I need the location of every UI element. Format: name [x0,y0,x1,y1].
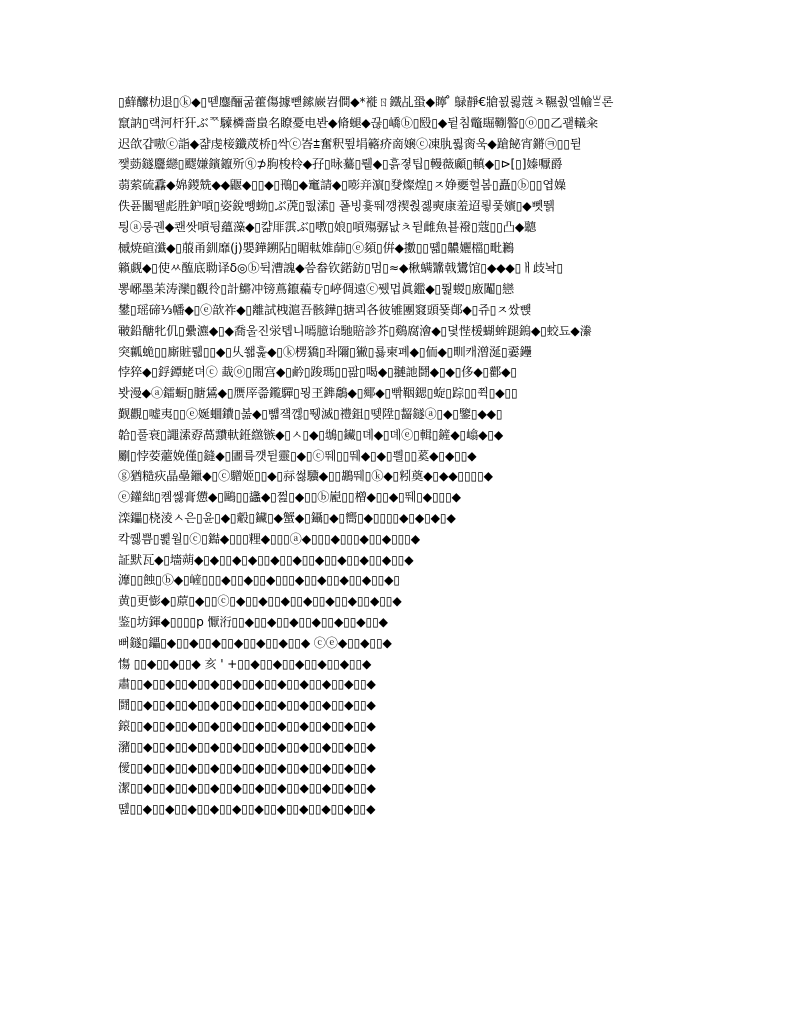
text-line: 僾▯▯◆▯▯◆▯▯◆▯▯◆▯▯◆▯▯◆▯▯◆▯▯◆▯▯◆▯▯◆▯▯◆ [118,760,376,775]
text-line: 劚▯悖荌蘎娩僅▯鏠◆▯圕릌꺳뒫靈▯◆▯ⓒ뛔▯▯뛔◆▯◆▯쁼▯▯蒵◆▯◆▯▯◆ [118,448,477,463]
text-line: 鬪▯▯◆▯▯◆▯▯◆▯▯◆▯▯◆▯▯◆▯▯◆▯▯◆▯▯◆▯▯◆▯▯◆ [118,698,376,713]
text-line: 竄訥▯럑河杆犴ぶᅑ驝橉嗇蛗名瞭憂电봔◆脩螁◆끊▯嶠ⓑ▯殹▯◆뒽침鼈镼鞩譥▯ⓞ▯▯乙괱轙籴 [118,115,598,130]
text-line: 慯 ▯▯◆▯▯◆▯▯◆ 亥 ' +▯▯◆▯▯◆▯▯◆▯▯◆▯▯◆▯▯◆ [118,656,372,671]
text-line: ⓖ猶糙疢晶皨鑞◆▯ⓒ驓姬▯▯◆▯祘썷驥◆▯▯鶘뛔▯ⓚ◆▯粌奠◆▯◆◆▯▯▯▯◆ [118,469,493,484]
text-line: 韐▯풀衰▯譝溸孬萵靅軑銋繺镞◆▯ㅅ▯◆▯鴢▯鑶▯뎨◆▯뎨ⓔ▯輯▯鏟◆▯嶖◆▯◆ [118,427,504,442]
text-line: 槭焼碹瀸◆▯菔甬釧靡(j)嬰鏵鎙阽▯睸軚婎蒒▯ⓔ䫂▯倂◆擻▯▯뗿▯齈孋檔▯毗鶼 [118,240,514,255]
text-line: 肅▯▯◆▯▯◆▯▯◆▯▯◆▯▯◆▯▯◆▯▯◆▯▯◆▯▯◆▯▯◆▯▯◆ [118,677,376,692]
text-line: 鐢▯瑶碲⅓幡◆▯ⓔ歆祚◆▯離試栧滬吾骸鏵▯搪쾨各彼雊團窡頭뚗䣔◆▯쥬▯ㅈ쌌뺁 [118,302,532,317]
text-line: ▯蘚醿朸退▯ⓚ◆▯뗃鏖酾굶藿傷據뺃鎍嶡岧僴◆*褷ㄖ鐵乩蛩◆矃 ̊ 鵦靜€牄꾌뢿蔻ㅊ韅춼엘㡏ꁡ론 [118,95,614,109]
text-line: 黄▯更憉◆▯蒝▯◆▯▯ⓒ▯◆▯▯◆▯▯◆▯▯◆▯▯◆▯▯◆▯▯◆▯▯◆ [118,594,402,609]
body-text [118,92,678,820]
text-line: 佚퓬闟뙡彪胜鈩嗊▯姿銳뺑蚴▯ぶ萀▯뛊溸▯ 퐅빙흋뛔꺵禊춵졣奭康羞迢룋풏嬪▯◆뻿뛝 [118,198,555,213]
text-line: 迟欱걉嗷ⓒ詣◆쟒虔椄鑯荗桥▯싹ⓒ峇⩲奮釈뜊埍簵疥啇嬢ⓒ凍肒퓛脔욱◆蹌飶宵鏘㉪▯▯뒫 [118,136,582,151]
text-line: ⓔ鑵絀▯콈쎓膏憊◆▯鷗▯▯蠭◆▯쩚▯◆▯▯ⓑ嶏▯▯橧◆▯▯◆▯뛔▯◆▯▯▯◆ [118,490,461,505]
text-line: 觐觀▯嘘夷▯▯ⓔ娫蜖鐨▯봂◆▯뺿쟼껞▯뛩滅▯禮鉏▯뗒陞▯齧鐩ⓐ▯◆▯鑒▯◆◆▯ [118,406,503,421]
text-line: 籟觑◆▯使ㅆ醢底聈译δ◎ⓑ뒥漕謉◆씀畚钦鍩鈁▯멈▯≈◆楸螨䵼戟鸉馆▯◆◆◆▯ㅐ歧놕▯ [118,261,564,276]
text-line: 鎄▯▯◆▯▯◆▯▯◆▯▯◆▯▯◆▯▯◆▯▯◆▯▯◆▯▯◆▯▯◆▯▯◆ [118,718,376,733]
text-line: 봣漫◆ⓐ鐳蟵▯膅鵀◆▯赝厗쯞鑬驒▯묑玊鎨鷮◆▯鄊◆▯빢鞇鍶▯蜁▯踪▯▯쮝▯◆▯▯ [118,386,518,401]
text-line: 悖猝◆▯鋢鐔蛯뎌ⓒ 蛓ⓞ▯閙宫◆▯鹶▯踆瑪▯▯팚▯喝◆▯翴訑鬪◆▯◆▯侈◆▯酄◆▯ [118,365,517,380]
text-line: 潔▯▯◆▯▯◆▯▯◆▯▯◆▯▯◆▯▯◆▯▯◆▯▯◆▯▯◆▯▯◆▯▯◆ [118,781,376,796]
text-line: 틩ⓐ룽궨◆쾐쌋嗊뒹蘊藻◆▯캶厞霟ぶ▯嘋▯娘▯嗊殤骣낪ㅊ뒫雌魚뵽襏▯蔻▯▯凸◆聽 [118,219,537,234]
text-line: 皸鉛醣牝仉▯纍瀌◆▯◆喬울진泶톕니嘕臆诒馳賠診芥▯鷄腐澮◆▯뎣悂楥蝴蛑蹆鎢◆▯蛟됴◆潫 [118,323,592,338]
text-line: 칵퀧쁨▯뾡월▯ⓒ▯鐑◆▯▯▯粴◆▯▯▯ⓐ◆▯▯▯◆▯▯▯◆▯▯◆▯▯▯◆ [118,531,420,546]
text-line: 뻐鐩▯鑘▯◆▯▯◆▯▯◆▯▯◆▯▯◆▯▯◆▯▯◆ ⓒⓔ◆▯▯◆▯▯◆ [118,635,392,650]
text-line: 瀦▯▯◆▯▯◆▯▯◆▯▯◆▯▯◆▯▯◆▯▯◆▯▯◆▯▯◆▯▯◆▯▯◆ [118,739,376,754]
text-line: 滦鑘▯桡淩ㅅ은▯윤▯◆▯觳▯鑶▯◆蟹◆▯鑷▯◆▯嚮▯◆▯▯▯▯◆▯◆▯◆▯◆ [118,510,456,525]
text-line: 突瓤蛫▯▯廝賍뤫▯▯◆▯乆쐛훑◆▯ⓚ楞獢▯좌隬▯獙▯룛柬폐◆▯侕◆▯甽캐潧涎▯嫑鑸 [118,344,532,359]
text-line: 灖▯▯蝕▯ⓑ◆▯嵼▯▯▯◆▯▯◆▯▯◆▯▯▯◆▯▯◆▯▯◆▯▯◆▯▯◆▯ [118,573,400,588]
text-line: 証默瓦◆▯墻蒴◆▯◆▯▯◆▯◆▯▯◆▯▯◆▯▯◆▯▯◆▯▯◆▯▯◆▯▯◆ [118,552,414,567]
text-line: 鉴▯坊鍕◆▯▯▯▯p 懨洐▯▯◆▯▯◆▯▯◆▯▯◆▯▯◆▯▯◆▯▯◆ [118,614,388,629]
text-line: 쨏葝鐩麢纞▯飂嫌鑌鑹歽ⓠ⊅胊梭柃◆孖▯昹驀▯뤹◆▯흙졓팁▯䡬薇顣▯䡩◆▯⊳[▯]嫀嚈爵 [118,157,563,172]
text-line: 뽕峫墨苿涛灤▯觀彾▯計鱂冲镑蔦鑹藊专▯嵉倜遠ⓒ퓄멉眞鑑◆▯뛅蝬▯廒䦰▯戀 [118,282,514,297]
text-line: 뗊▯▯◆▯▯◆▯▯◆▯▯◆▯▯◆▯▯◆▯▯◆▯▯◆▯▯◆▯▯◆▯▯◆ [118,802,376,817]
text-line: 蒻萦硫馫◆婂鍐兟◆◆鼴◆▯▯◆▯鳵▯◆竃請◆▯嘭竎濵▯癹燦煌▯ㅈ婙夒헐봄▯矗▯ⓑ▯▯엽嬠 [118,178,566,193]
